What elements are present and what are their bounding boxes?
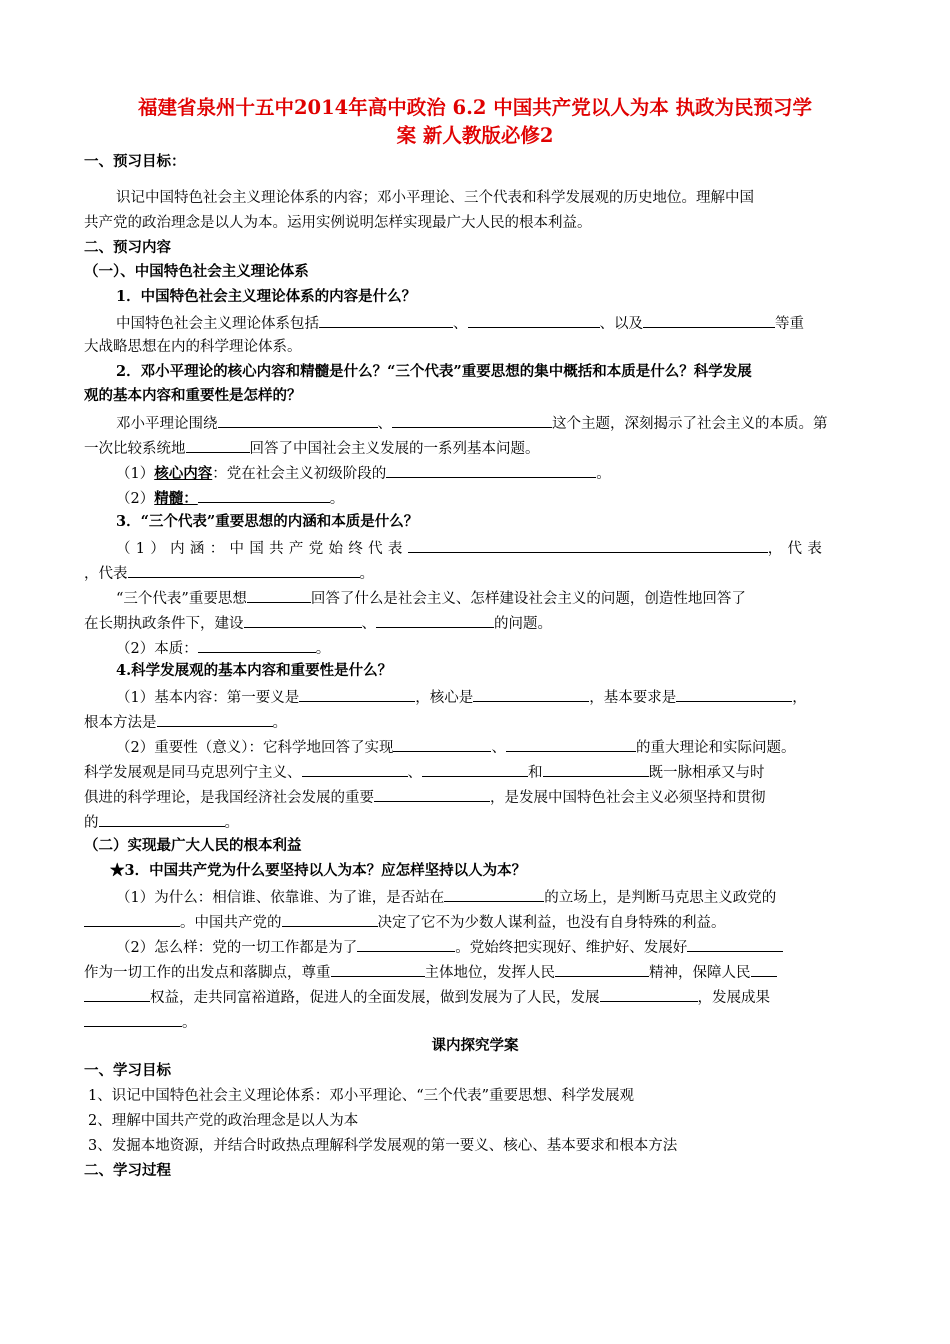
text-segment: 、以及: [599, 316, 643, 332]
text-segment: 的立场上，是判断马克思主义政党的: [544, 890, 777, 906]
blank[interactable]: [247, 587, 311, 603]
question-3-answer-a: [116, 537, 827, 559]
text-segment: （1）为什么：相信谁、依靠谁、为了谁，是否站在: [116, 890, 445, 906]
text-segment: 邓小平理论围绕: [116, 416, 218, 432]
text-segment: 在长期执政条件下，建设: [84, 616, 244, 632]
blank[interactable]: [302, 761, 408, 777]
text-segment: ，: [792, 690, 807, 706]
question-5-answer-e: [84, 986, 770, 1008]
text-segment: 、: [377, 416, 392, 432]
blank[interactable]: [84, 1011, 182, 1027]
blank[interactable]: [374, 786, 490, 802]
question-3-answer-c: [116, 587, 746, 609]
question-3-answer-b: [84, 562, 374, 584]
question-2-line1: 2．邓小平理论的核心内容和精髓是什么？“三个代表”重要思想的集中概括和本质是什么？科学发展: [116, 363, 752, 380]
question-4-answer-f: [84, 811, 239, 833]
blank[interactable]: [408, 537, 768, 553]
text-segment: 俱进的科学理论，是我国经济社会发展的重要: [84, 790, 374, 806]
text-segment: 决定了它不为少数人谋利益，也没有自身特殊的利益。: [377, 915, 726, 931]
blank[interactable]: [555, 961, 649, 977]
question-5-answer-a: [116, 886, 776, 908]
blank[interactable]: [282, 911, 378, 927]
text-segment: 。: [359, 566, 374, 582]
section-heading-learning-process: 二、学习过程: [84, 1162, 171, 1179]
blank[interactable]: [600, 986, 698, 1002]
text-segment: 。: [596, 466, 611, 482]
question-5-answer-b: [84, 911, 726, 933]
question-2-answer-c: [116, 462, 611, 484]
text-segment: 一次比较系统地: [84, 441, 186, 457]
text-segment: （1）基本内容：第一要义是: [116, 690, 300, 706]
blank[interactable]: [386, 462, 596, 478]
subsection-heading-people-interests: （二）实现最广大人民的根本利益: [84, 837, 302, 854]
goals-paragraph-line1: 识记中国特色社会主义理论体系的内容；邓小平理论、三个代表和科学发展观的历史地位。理解中国: [116, 190, 754, 206]
question-5-answer-d: [84, 961, 777, 983]
blank[interactable]: [444, 886, 544, 902]
blank[interactable]: [198, 487, 330, 503]
text-segment: （2）怎么样：党的一切工作都是为了: [116, 940, 358, 956]
text-segment: （2）: [116, 491, 155, 507]
essence-label: 精髓：: [154, 490, 198, 507]
subsection-heading-theory-system: （一）、中国特色社会主义理论体系: [84, 263, 309, 280]
blank[interactable]: [473, 686, 589, 702]
in-class-plan-title: 课内探究学案: [431, 1037, 519, 1054]
text-segment: 。: [329, 491, 345, 507]
question-4: 4.科学发展观的基本内容和重要性是什么？: [116, 662, 393, 679]
blank[interactable]: [186, 437, 250, 453]
text-segment: 。: [315, 641, 331, 657]
text-segment: ：党在社会主义初级阶段的: [212, 466, 387, 482]
blank[interactable]: [128, 562, 360, 578]
text-segment: 中国特色社会主义理论体系包括: [116, 316, 319, 332]
text-segment: 回答了什么是社会主义、怎样建设社会主义的问题，创造性地回答了: [310, 591, 746, 607]
text-segment: 和: [528, 765, 543, 781]
text-segment: 的: [84, 815, 99, 831]
text-segment: 权益，走共同富裕道路，促进人的全面发展，做到发展为了人民，发展: [150, 990, 600, 1006]
question-5: ★3．中国共产党为什么要坚持以人为本？应怎样坚持以人为本？: [110, 862, 527, 879]
blank[interactable]: [506, 736, 636, 752]
question-4-answer-d: [84, 761, 765, 783]
blank[interactable]: [751, 961, 777, 977]
text-segment: 回答了中国社会主义发展的一系列基本问题。: [249, 441, 540, 457]
goals-paragraph-line2: 共产党的政治理念是以人为本。运用实例说明怎样实现最广大人民的根本利益。: [84, 215, 592, 231]
section-heading-preview-goals: 一、预习目标：: [84, 153, 186, 170]
blank[interactable]: [468, 312, 600, 328]
blank[interactable]: [99, 811, 225, 827]
blank[interactable]: [357, 936, 455, 952]
text-segment: 的问题。: [494, 616, 552, 632]
text-segment: 主体地位，发挥人民: [424, 965, 555, 981]
blank[interactable]: [198, 637, 316, 653]
text-segment: 、: [491, 740, 506, 756]
blank[interactable]: [299, 686, 415, 702]
blank[interactable]: [84, 986, 150, 1002]
text-segment: 作为一切工作的出发点和落脚点，尊重: [84, 965, 331, 981]
question-4-answer-a: [116, 686, 807, 708]
section-heading-preview-content: 二、预习内容: [84, 239, 171, 256]
question-3-answer-e: [116, 637, 330, 659]
blank[interactable]: [687, 936, 783, 952]
text-segment: （1）: [116, 466, 155, 482]
blank[interactable]: [84, 911, 180, 927]
question-4-answer-e: [84, 786, 766, 808]
question-5-answer-f: [84, 1011, 197, 1033]
text-segment: （2）本质：: [116, 641, 198, 657]
text-segment: 。: [272, 715, 287, 731]
blank[interactable]: [331, 961, 425, 977]
text-segment: 根本方法是: [84, 715, 157, 731]
question-5-answer-c: [116, 936, 783, 958]
question-2-line2: 观的基本内容和重要性是怎样的？: [84, 387, 302, 404]
question-2-answer-d: [116, 487, 344, 509]
text-segment: ，核心是: [415, 690, 474, 706]
blank[interactable]: [676, 686, 792, 702]
blank[interactable]: [643, 312, 775, 328]
question-1-answer-line1: [116, 312, 804, 334]
section-heading-learning-goals: 一、学习目标: [84, 1062, 171, 1079]
text-segment: ，基本要求是: [589, 690, 677, 706]
text-segment: （1）内涵：中国共产党始终代表: [116, 541, 408, 557]
text-segment: 、: [453, 316, 468, 332]
text-segment: 。: [224, 815, 239, 831]
text-segment: 。党始终把实现好、维护好、发展好: [455, 940, 688, 956]
text-segment: ，是发展中国特色社会主义必须坚持和贯彻: [490, 790, 766, 806]
blank[interactable]: [393, 736, 491, 752]
document-title-line1: 福建省泉州十五中2014年高中政治 6.2 中国共产党以人为本 执政为民预习学: [137, 96, 813, 119]
text-segment: （2）重要性（意义）：它科学地回答了实现: [116, 740, 394, 756]
text-segment: 精神，保障人民: [649, 965, 751, 981]
text-segment: 。: [182, 1015, 197, 1031]
question-3: 3．“三个代表”重要思想的内涵和本质是什么？: [116, 513, 419, 530]
question-4-answer-c: [116, 736, 795, 758]
blank[interactable]: [422, 761, 528, 777]
text-segment: 既一脉相承又与时: [648, 765, 765, 781]
question-1: 1．中国特色社会主义理论体系的内容是什么？: [116, 288, 417, 305]
blank[interactable]: [157, 711, 273, 727]
text-segment: ，代表: [84, 566, 128, 582]
text-segment: ，发展成果: [697, 990, 770, 1006]
text-segment: “三个代表”重要思想: [116, 591, 247, 607]
blank[interactable]: [218, 412, 378, 428]
learning-goal-1: 1、识记中国特色社会主义理论体系：邓小平理论、“三个代表”重要思想、科学发展观: [88, 1088, 635, 1104]
blank[interactable]: [319, 312, 453, 328]
text-segment: ，代表: [767, 541, 828, 557]
question-3-answer-d: [84, 612, 552, 634]
learning-goal-3: 3、发掘本地资源，并结合时政热点理解科学发展观的第一要义、核心、基本要求和根本方法: [88, 1138, 678, 1154]
blank[interactable]: [244, 612, 362, 628]
question-4-answer-b: [84, 711, 287, 733]
question-2-answer-b: [84, 437, 540, 459]
blank[interactable]: [543, 761, 649, 777]
text-segment: 的重大理论和实际问题。: [635, 740, 796, 756]
document-title-line2: 案 新人教版必修2: [396, 124, 554, 147]
question-2-answer-a: [116, 412, 828, 434]
text-segment: 。中国共产党的: [180, 915, 282, 931]
blank[interactable]: [392, 412, 552, 428]
text-segment: 这个主题，深刻揭示了社会主义的本质。第: [552, 416, 828, 432]
text-segment: 、: [361, 616, 376, 632]
question-1-answer-line2: 大战略思想在内的科学理论体系。: [84, 339, 302, 355]
blank[interactable]: [376, 612, 494, 628]
text-segment: 科学发展观是同马克思列宁主义、: [84, 765, 302, 781]
learning-goal-2: 2、理解中国共产党的政治理念是以人为本: [88, 1113, 359, 1129]
text-segment: 、: [407, 765, 422, 781]
text-segment: 等重: [775, 316, 804, 332]
core-content-label: 核心内容: [154, 465, 213, 482]
